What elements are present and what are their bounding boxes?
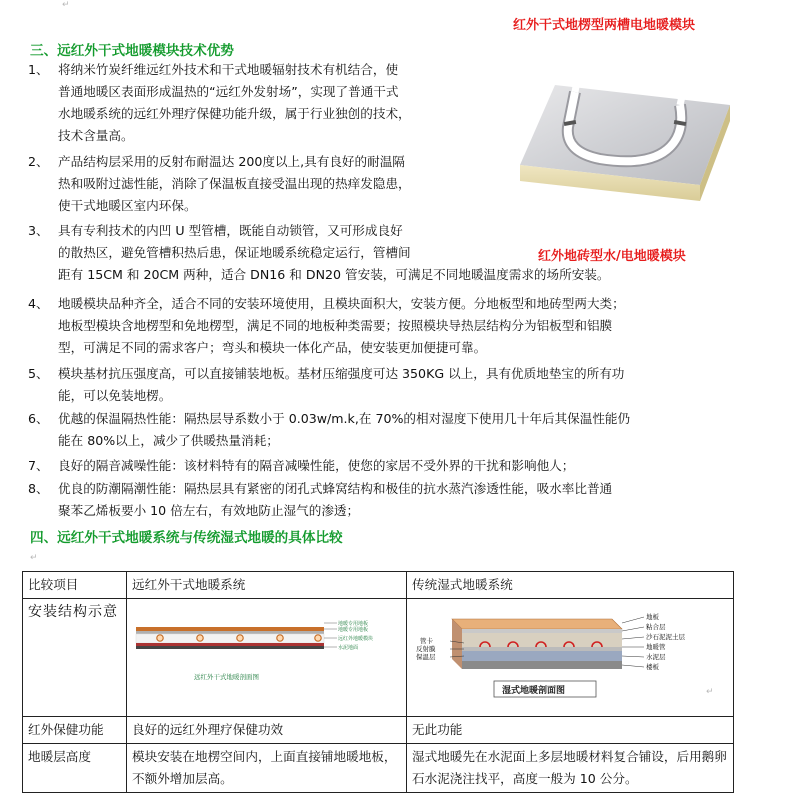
cell: 湿式地暖先在水泥面上多层地暖材料复合铺设，后用鹅卵石水泥浇注找平，高度一般为 10 公分。	[407, 744, 734, 793]
table-header-row	[23, 572, 734, 599]
table-row	[23, 599, 734, 717]
dry-label: 地暖专用地板	[338, 621, 369, 627]
wet-diagram-caption: 湿式地暖剖面图	[502, 686, 566, 696]
row-label: 安装结构示意	[23, 599, 127, 717]
row-label: 红外保健功能	[23, 717, 127, 744]
table-header: 传统湿式地暖系统	[407, 572, 734, 599]
item-text: 地暖模块品种齐全，适合不同的安装环境使用，且模块面积大，安装方便。分地板型和地砖型两大类；	[58, 296, 625, 311]
section4-title: 四、远红外干式地暖系统与传统湿式地暖的具体比较	[30, 530, 343, 546]
item-text: 良好的隔音减噪性能：该材料特有的隔音减噪性能，使您的家居不受外界的干扰和影响他人；	[58, 458, 575, 473]
section3-title: 三、远红外干式地暖模块技术优势	[30, 43, 234, 59]
item-number: 2、	[28, 154, 49, 169]
cell: 模块安装在地楞空间内，上面直接铺地暖地板，不额外增加层高。	[127, 744, 407, 793]
wet-label: 楼板	[646, 663, 659, 671]
item-number: 6、	[28, 411, 49, 426]
item-text: 将纳米竹炭纤维远红外技术和干式地暖辐射技术有机结合，使	[58, 62, 399, 77]
item-text: 地板型模块含地楞型和免地楞型，满足不同的地板种类需要；按照模块导热层结构分为铝板型和铝膜	[58, 318, 613, 333]
item-text: 优越的保温隔热性能：隔热层导系数小于 0.03w/m.k,在 70%的相对湿度下使用几十年后其保温性能仍	[58, 411, 631, 426]
item-text: 热和吸附过滤性能，消除了保温板直接受温出现的热痒发隐患，	[58, 176, 411, 191]
dry-label: 远红外地暖模块	[338, 636, 374, 642]
row-label: 地暖层高度	[23, 744, 127, 793]
item-number: 8、	[28, 481, 49, 496]
item-number: 4、	[28, 296, 49, 311]
wet-label: 沙石泥泥土层	[646, 633, 685, 641]
item-text: 能在 80%以上，减少了供暖热量消耗；	[58, 433, 279, 448]
caption-middle-right: 红外地砖型水/电地暖模块	[538, 249, 686, 264]
wet-label: 管卡	[420, 637, 433, 645]
item-text: 能，可以免装地楞。	[58, 388, 172, 403]
wet-label: 地暖管	[646, 643, 666, 651]
wet-label: 地板	[646, 613, 659, 621]
item-text: 水地暖系统的远红外理疗保健功能升级，属于行业独创的技术，	[58, 106, 411, 121]
item-text: 距有 15CM 和 20CM 两种，适合 DN16 和 DN20 管安装，可满足不同地暖温度需求的场所安装。	[58, 267, 610, 282]
paragraph-mark: ↵	[30, 553, 38, 563]
wet-label: 保温层	[416, 653, 436, 661]
cell: 良好的远红外理疗保健功效	[127, 717, 407, 744]
dry-diagram-caption: 远红外干式地暖剖面图	[194, 673, 259, 681]
paragraph-mark: ↵	[62, 0, 70, 10]
item-number: 3、	[28, 223, 49, 238]
floor-heating-module-photo	[520, 77, 730, 202]
item-text: 聚苯乙烯板要小 10 倍左右，有效地防止湿气的渗透；	[58, 503, 360, 518]
dry-label: 水泥地面	[338, 645, 359, 651]
cell: 无此功能	[407, 717, 734, 744]
dry-diagram-cell	[127, 599, 407, 717]
item-text: 产品结构层采用的反射布耐温达 200度以上,具有良好的耐温隔	[58, 154, 405, 169]
wet-diagram-cell	[407, 599, 734, 717]
item-number: 1、	[28, 62, 49, 77]
wet-label: 粘合层	[646, 623, 666, 631]
item-number: 7、	[28, 458, 49, 473]
item-text: 普通地暖区表面形成温热的“远红外发射场”，实现了普通干式	[58, 84, 399, 99]
table-header: 远红外干式地暖系统	[127, 572, 407, 599]
item-text: 模块基材抗压强度高，可以直接铺装地板。基材压缩强度可达 350KG 以上，具有优质地垫宝的所有功	[58, 366, 625, 381]
item-text: 的散热区，避免管槽积热后患，保证地暖系统稳定运行，管槽间	[58, 245, 411, 260]
table-row	[23, 717, 734, 744]
wet-section-diagram	[412, 601, 728, 707]
item-text: 技术含量高。	[58, 128, 134, 143]
comparison-table	[22, 571, 734, 793]
item-text: 使干式地暖区室内环保。	[58, 198, 197, 213]
table-header: 比较项目	[23, 572, 127, 599]
wet-label: 反射膜	[416, 645, 436, 653]
paragraph-mark: ↵	[706, 687, 714, 697]
item-text: 型，可满足不同的需求客户；弯头和模块一体化产品，使安装更加便捷可靠。	[58, 340, 487, 355]
caption-top-right: 红外干式地楞型两槽电地暖模块	[513, 18, 696, 33]
item-text: 具有专利技术的内凹 U 型管槽，既能自动锁管，又可形成良好	[58, 223, 403, 238]
table-row	[23, 744, 734, 793]
wet-label: 水泥层	[646, 653, 666, 661]
dry-section-diagram	[132, 601, 400, 707]
item-number: 5、	[28, 366, 49, 381]
dry-label: 地暖专用地板	[338, 627, 369, 633]
item-text: 优良的防潮隔潮性能：隔热层具有紧密的闭孔式蜂窝结构和极佳的抗水蒸汽渗透性能，吸水率比普通	[58, 481, 613, 496]
